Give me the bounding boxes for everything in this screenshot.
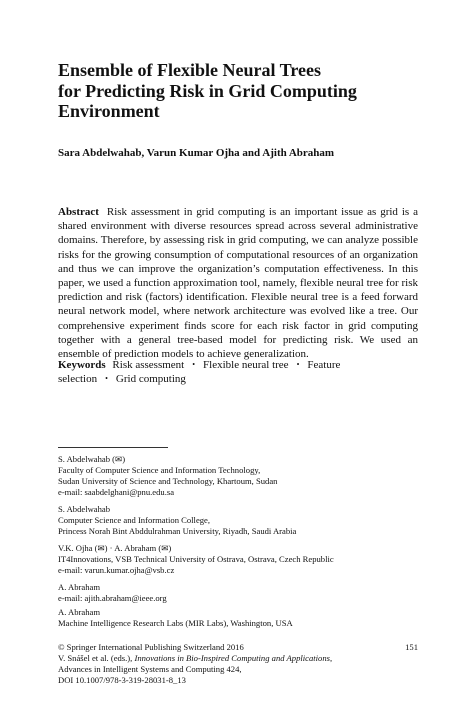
keyword-separator: •	[296, 360, 300, 369]
author-list: Sara Abdelwahab, Varun Kumar Ojha and Ajith Abraham	[58, 147, 335, 159]
email-line: e-mail: varun.kumar.ojha@vsb.cz	[58, 565, 175, 575]
email-line: e-mail: ajith.abraham@ieee.org	[58, 593, 167, 603]
series-line: Advances in Intelligent Systems and Computing 424,	[58, 664, 242, 674]
citation-book-title: Innovations in Bio-Inspired Computing and Applications	[134, 653, 330, 663]
affiliation-block	[58, 454, 438, 498]
email-line: e-mail: saabdelghani@pnu.edu.sa	[58, 487, 175, 497]
affiliation-line: V.K. Ojha (✉) · A. Abraham (✉)	[58, 543, 172, 553]
abstract-label: Abstract	[58, 206, 99, 218]
affiliation-line: Princess Norah Bint Abddulrahman University, Riyadh, Saudi Arabia	[58, 526, 297, 536]
affiliation-block	[58, 543, 438, 576]
copyright-line: © Springer International Publishing Switzerland 2016	[58, 642, 244, 652]
affiliation-block	[58, 582, 438, 604]
keyword: Grid computing	[115, 373, 186, 386]
keyword-separator: •	[192, 360, 196, 369]
citation-line	[58, 653, 418, 664]
page-number: 151	[405, 642, 418, 652]
affiliation-line: S. Abdelwahab	[58, 504, 111, 514]
keyword: Feature selection	[58, 359, 341, 386]
keyword: Risk assessment	[112, 359, 185, 371]
affiliation-block	[58, 504, 438, 537]
affiliation-line: A. Abraham	[58, 607, 101, 617]
keywords-label: Keywords	[58, 359, 106, 371]
affiliation-line: A. Abraham	[58, 582, 101, 592]
affiliation-line: S. Abdelwahab (✉)	[58, 454, 126, 464]
affiliation-line: Machine Intelligence Research Labs (MIR Labs), Washington, USA	[58, 618, 293, 628]
title-line: for Predicting Risk in Grid Computing	[58, 80, 357, 101]
footnote-rule	[58, 447, 168, 448]
affiliation-line: Faculty of Computer Science and Information Technology,	[58, 465, 261, 475]
title-line: Ensemble of Flexible Neural Trees	[58, 60, 321, 80]
citation-suffix: ,	[329, 653, 333, 663]
citation-editors: V. Snášel et al. (eds.),	[58, 653, 135, 663]
keyword: Flexible neural tree	[203, 359, 289, 371]
affiliation-line: Sudan University of Science and Technology, Khartoum, Sudan	[58, 476, 278, 486]
affiliation-block	[58, 607, 438, 629]
affiliation-line: IT4Innovations, VSB Technical University of Ostrava, Ostrava, Czech Republic	[58, 554, 334, 564]
doi-line: DOI 10.1007/978-3-319-28031-8_13	[58, 675, 186, 685]
keyword-separator: •	[105, 374, 108, 384]
publication-footer	[58, 642, 418, 686]
affiliation-line: Computer Science and Information College,	[58, 515, 211, 525]
abstract	[58, 205, 418, 361]
abstract-text: Risk assessment in grid computing is an important issue as grid is a shared environment with diverse resources spread across several administrative domains. Therefore, by assessing risk in grid computing, we can analyze possible risks for the growing consumption of computational resources of an organization and thus we can improve the organization’s computation effectiveness. In this paper, we used a function approximation tool, namely, flexible neural tree for risk prediction and risk (factors) identification. Flexible neural tree is a feed forward neural network model, where network architecture was evolved like a tree. Our comprehensive experiment finds score for each risk factor in grid computing together with a general tree-based model for predicting risk. We used an ensemble of prediction models to achieve generalization.	[58, 206, 418, 361]
paper-title	[58, 60, 438, 122]
title-line: Environment	[58, 101, 160, 121]
keywords	[58, 358, 418, 386]
